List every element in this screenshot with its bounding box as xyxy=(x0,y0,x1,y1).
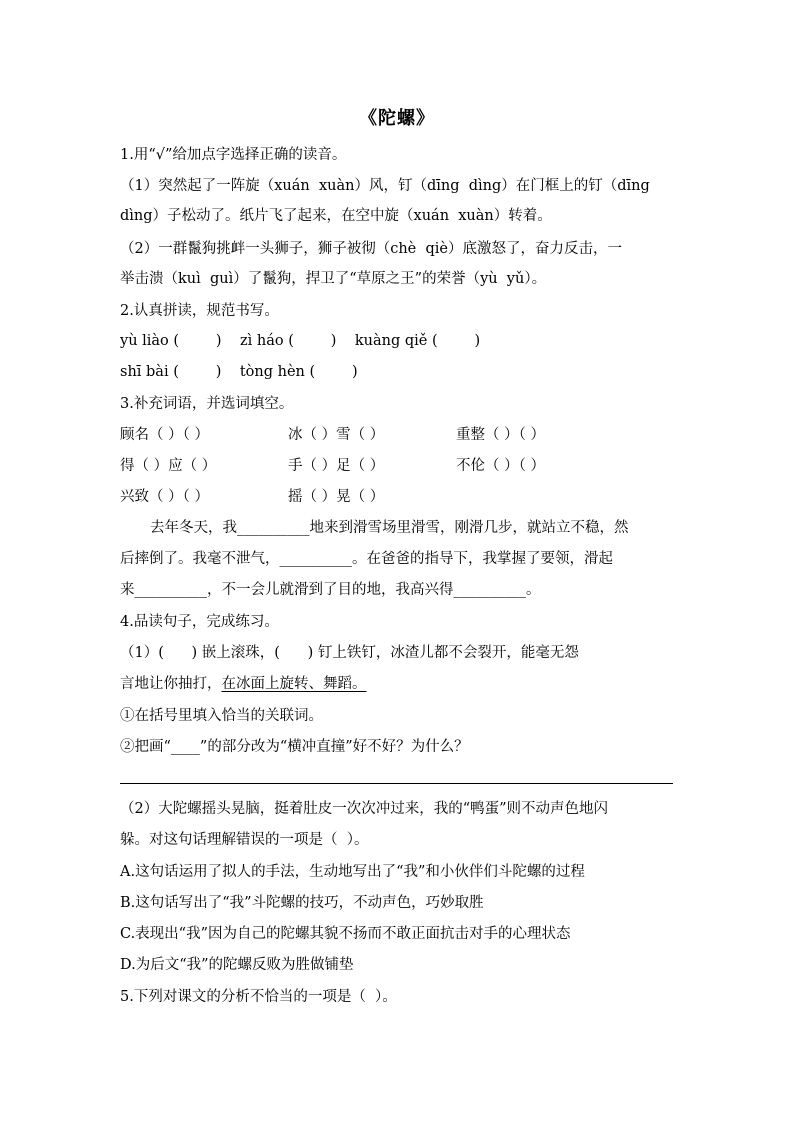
q3-heading: 3.补充词语，并选词填空。 xyxy=(120,396,294,412)
q1-sentence1-line2: dìng）子松动了。纸片飞了起来，在空中旋（xuán xuàn）转着。 xyxy=(120,208,552,224)
idiom-blank: 得（ ）应（ ） xyxy=(120,458,217,474)
q2-pinyin-row2: shī bài ( ) tòng hèn ( ) xyxy=(120,364,358,380)
idiom-blank: 顾名（ ）（ ） xyxy=(120,427,209,443)
q3-paragraph-line2: 后摔倒了。我毫不泄气，__________。在爸爸的指导下，我掌握了要领，滑起 xyxy=(120,551,613,567)
q4-sentence2-line1: （2）大陀螺摇头晃脑，挺着肚皮一次次冲过来，我的“鸭蛋”则不动声色地闪 xyxy=(120,801,609,817)
q4-sub-question2: ②把画“____”的部分改为“横冲直撞”好不好？为什么？ xyxy=(120,739,469,755)
option-d: D.为后文“我”的陀螺反败为胜做铺垫 xyxy=(120,957,354,973)
idiom-blank: 冰（ ）雪（ ） xyxy=(288,427,385,443)
q2-heading: 2.认真拼读，规范书写。 xyxy=(120,303,279,319)
q4-sentence1-line1: （1）( ) 嵌上滚珠，( ) 钉上铁钉，冰渣儿都不会裂开，能毫无怨 xyxy=(120,645,579,661)
idiom-blank: 手（ ）足（ ） xyxy=(288,458,385,474)
q3-paragraph-line1: 去年冬天，我__________地来到滑雪场里滑雪，刚滑几步，就站立不稳，然 xyxy=(150,520,629,536)
page-title: 《陀螺》 xyxy=(359,108,435,129)
q4-sentence2-line2: 躲。对这句话理解错误的一项是（ ）。 xyxy=(120,832,369,848)
q4-heading: 4.品读句子，完成练习。 xyxy=(120,614,279,630)
idiom-blank: 摇（ ）晃（ ） xyxy=(288,489,385,505)
idiom-blank: 不伦（ ）（ ） xyxy=(456,458,545,474)
sentence-plain: 言地让你抽打， xyxy=(120,676,222,692)
q1-heading: 1.用“√”给加点字选择正确的读音。 xyxy=(120,147,347,163)
q5-heading: 5.下列对课文的分析不恰当的一项是（ ）。 xyxy=(120,989,397,1005)
idiom-blank: 兴致（ ）（ ） xyxy=(120,489,209,505)
q1-sentence2-line1: （2）一群鬣狗挑衅一头狮子，狮子被彻（chè qiè）底激怒了，奋力反击，一 xyxy=(120,241,622,257)
q4-sub-question1: ①在括号里填入恰当的关联词。 xyxy=(120,708,323,724)
idiom-blank: 重整（ ）（ ） xyxy=(456,427,545,443)
q2-pinyin-row1: yù liào ( ) zì háo ( ) kuàng qiě ( ) xyxy=(120,333,481,349)
q1-sentence1-line1: （1）突然起了一阵旋（xuán xuàn）风，钉（dīng dìng）在门框上的钉（dīng xyxy=(120,178,650,194)
option-b: B.这句话写出了“我”斗陀螺的技巧，不动声色，巧妙取胜 xyxy=(120,895,484,911)
q3-idiom-row xyxy=(120,425,545,445)
answer-line xyxy=(120,783,673,784)
q3-idiom-row xyxy=(120,487,456,507)
q3-idiom-row xyxy=(120,456,545,476)
q3-paragraph-line3: 来__________，不一会儿就滑到了目的地，我高兴得__________。 xyxy=(120,582,541,598)
option-a: A.这句话运用了拟人的手法，生动地写出了“我”和小伙伴们斗陀螺的过程 xyxy=(120,864,585,880)
option-c: C.表现出“我”因为自己的陀螺其貌不扬而不敢正面抗击对手的心理状态 xyxy=(120,926,571,942)
q4-sentence1-line2 xyxy=(120,674,367,694)
q1-sentence2-line2: 举击溃（kuì guì）了鬣狗，捍卫了“草原之王”的荣誉（yù yǔ）。 xyxy=(120,271,547,287)
underlined-phrase: 在冰面上旋转、舞蹈。 xyxy=(221,676,367,692)
